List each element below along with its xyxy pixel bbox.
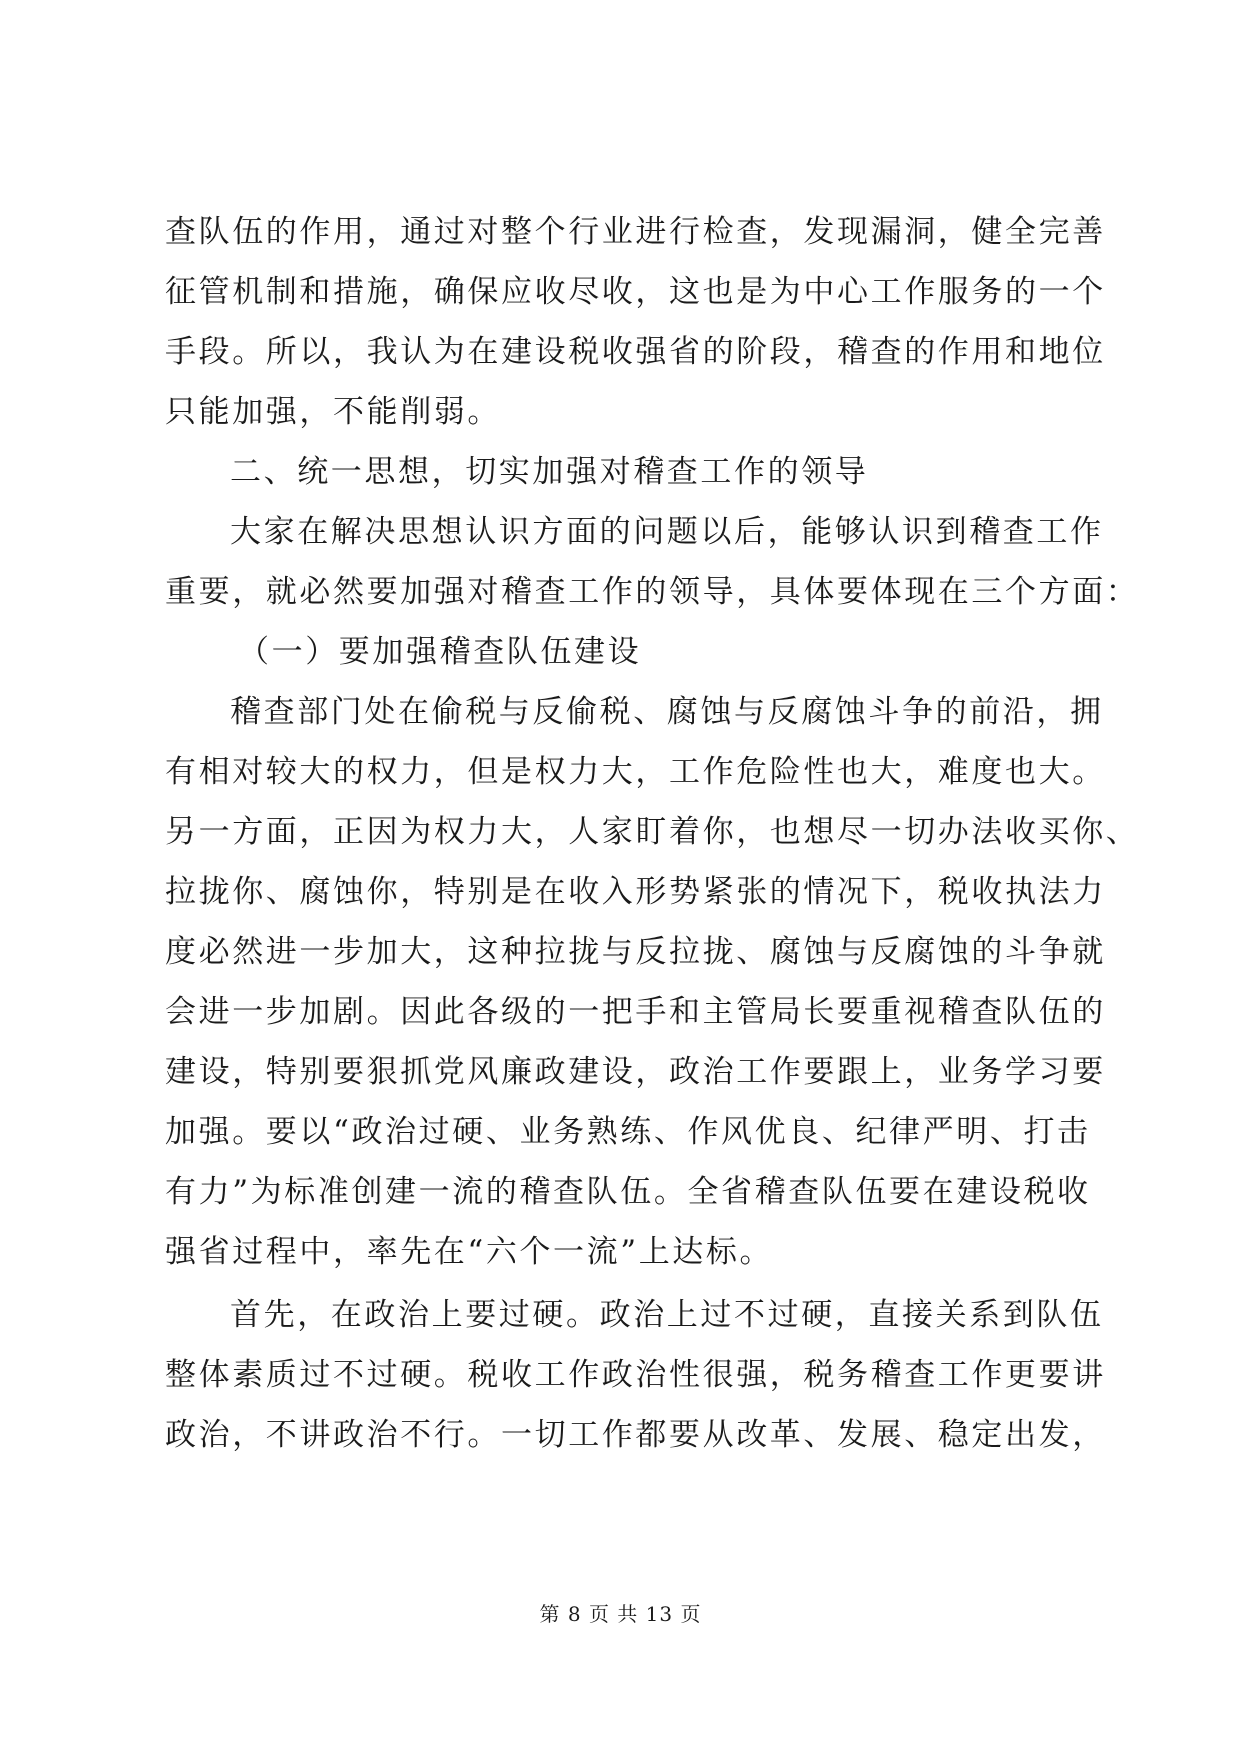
page-footer: 第 8 页 共 13 页 bbox=[539, 1602, 702, 1626]
body-line: 拉拢你、腐蚀你，特别是在收入形势紧张的情况下，税收执法力 bbox=[165, 874, 1106, 910]
body-line: 稽查部门处在偷税与反偷税、腐蚀与反腐蚀斗争的前沿，拥 bbox=[230, 694, 1104, 730]
body-line: 加强。要以“政治过硬、业务熟练、作风优良、纪律严明、打击 bbox=[165, 1114, 1091, 1150]
body-line: 只能加强，不能削弱。 bbox=[165, 394, 501, 430]
body-line: 大家在解决思想认识方面的问题以后，能够认识到稽查工作 bbox=[230, 514, 1104, 550]
body-line: 有相对较大的权力，但是权力大，工作危险性也大，难度也大。 bbox=[165, 754, 1106, 790]
body-line: 有力”为标准创建一流的稽查队伍。全省稽查队伍要在建设税收 bbox=[165, 1174, 1091, 1210]
body-line: 度必然进一步加大，这种拉拢与反拉拢、腐蚀与反腐蚀的斗争就 bbox=[165, 934, 1106, 970]
body-line: 手段。所以，我认为在建设税收强省的阶段，稽查的作用和地位 bbox=[165, 334, 1106, 370]
body-line: 政治，不讲政治不行。一切工作都要从改革、发展、稳定出发， bbox=[165, 1417, 1106, 1453]
body-line: 另一方面，正因为权力大，人家盯着你，也想尽一切办法收买你、 bbox=[165, 814, 1140, 850]
body-line: 首先，在政治上要过硬。政治上过不过硬，直接关系到队伍 bbox=[230, 1297, 1104, 1333]
body-line: 会进一步加剧。因此各级的一把手和主管局长要重视稽查队伍的 bbox=[165, 994, 1106, 1030]
section-heading: 二、统一思想，切实加强对稽查工作的领导 bbox=[230, 454, 869, 490]
body-line: 强省过程中，率先在“六个一流”上达标。 bbox=[165, 1234, 774, 1270]
body-line: 建设，特别要狠抓党风廉政建设，政治工作要跟上，业务学习要 bbox=[165, 1054, 1106, 1090]
body-line: 整体素质过不过硬。税收工作政治性很强，税务稽查工作更要讲 bbox=[165, 1357, 1106, 1393]
body-line: 征管机制和措施，确保应收尽收，这也是为中心工作服务的一个 bbox=[165, 274, 1106, 310]
subsection-heading: （一）要加强稽查队伍建设 bbox=[238, 634, 642, 670]
body-line: 查队伍的作用，通过对整个行业进行检查，发现漏洞，健全完善 bbox=[165, 214, 1106, 250]
body-line: 重要，就必然要加强对稽查工作的领导，具体要体现在三个方面： bbox=[165, 574, 1140, 610]
